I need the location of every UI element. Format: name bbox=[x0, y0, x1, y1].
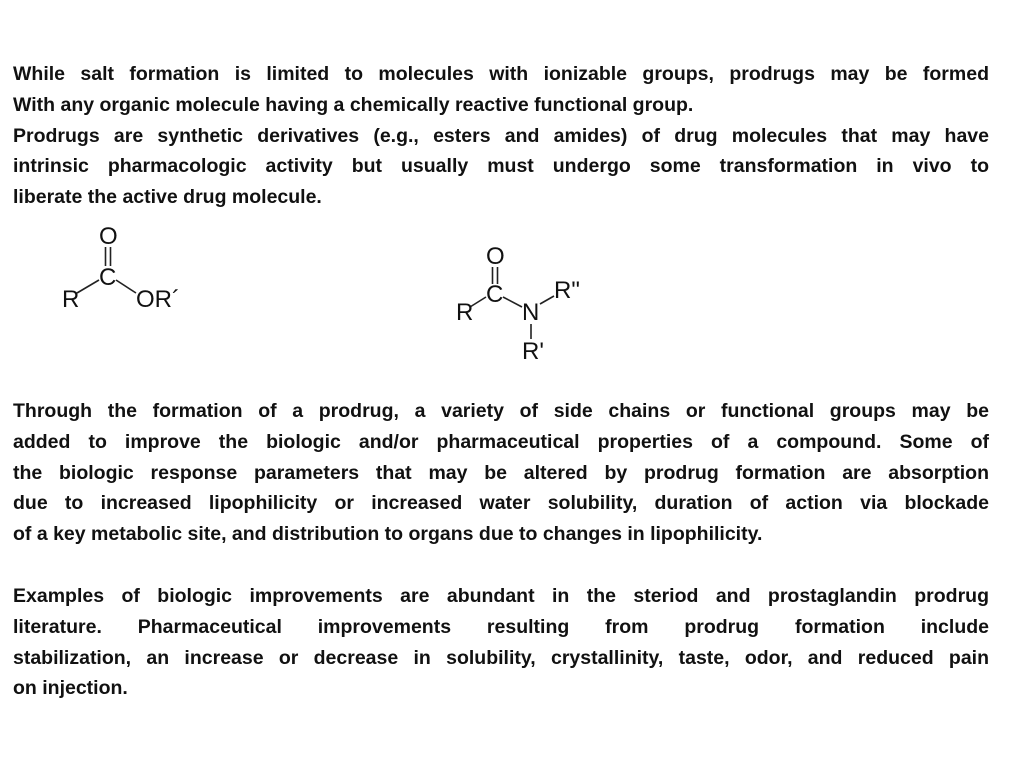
intro-line-4: intrinsic pharmacologic activity but usually must undergo some transformation in vivo to bbox=[13, 155, 989, 178]
amide-r2-label: R" bbox=[554, 277, 580, 304]
intro-line-1: While salt formation is limited to molecules with ionizable groups, prodrugs may be formed bbox=[13, 63, 989, 85]
amide-carbon-label: C bbox=[486, 281, 504, 308]
intro-line-3: Prodrugs are synthetic derivatives (e.g., esters and amides) of drug molecules that may have bbox=[13, 124, 989, 147]
intro-line-2: With any organic molecule having a chemically reactive functional group. bbox=[13, 93, 694, 116]
p2-line-2: added to improve the biologic and/or pharmaceutical properties of a compound. Some of bbox=[13, 430, 989, 453]
ester-structure bbox=[50, 218, 210, 318]
p3-line-1: Examples of biologic improvements are abundant in the steriod and prostaglandin prodrug bbox=[13, 585, 989, 607]
amide-bond-n bbox=[503, 297, 522, 307]
amide-oxygen-label: O bbox=[486, 243, 505, 270]
amide-structure bbox=[450, 240, 610, 365]
amide-r-label: R bbox=[456, 299, 474, 326]
ester-bond-r bbox=[77, 280, 99, 293]
amide-r1-label: R' bbox=[522, 338, 544, 365]
p2-line-1: Through the formation of a prodrug, a variety of side chains or functional groups may be bbox=[13, 400, 989, 422]
ester-or-label: OR´ bbox=[136, 286, 180, 313]
intro-line-5: liberate the active drug molecule. bbox=[13, 186, 322, 209]
amide-nitrogen-label: N bbox=[522, 299, 540, 326]
ester-carbon-label: C bbox=[99, 264, 117, 291]
amide-bond-r2 bbox=[540, 296, 554, 304]
p3-line-2: literature. Pharmaceutical improvements resulting from prodrug formation include bbox=[13, 615, 989, 638]
p3-line-3: stabilization, an increase or decrease in solubility, crystallinity, taste, odor, and reduced pain bbox=[13, 646, 989, 669]
ester-oxygen-label: O bbox=[99, 223, 118, 250]
examples-paragraph bbox=[13, 581, 989, 704]
ester-r-label: R bbox=[62, 286, 80, 313]
p2-line-5: of a key metabolic site, and distribution to organs due to changes in lipophilicity. bbox=[13, 523, 763, 546]
p3-line-4: on injection. bbox=[13, 677, 128, 700]
p2-line-3: the biologic response parameters that may be altered by prodrug formation are absorption bbox=[13, 461, 989, 484]
intro-paragraph bbox=[13, 59, 989, 213]
p2-line-4: due to increased lipophilicity or increased water solubility, duration of action via blockade bbox=[13, 492, 989, 515]
prodrug-formation-paragraph bbox=[13, 396, 989, 550]
ester-bond-or bbox=[116, 280, 136, 293]
